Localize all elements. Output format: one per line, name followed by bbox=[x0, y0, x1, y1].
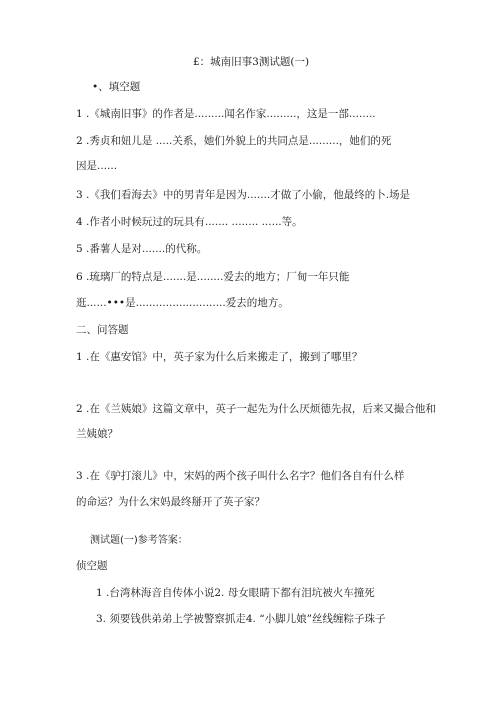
page-title: £：城南旧事3测试题(一) bbox=[193, 56, 310, 68]
question-5: 5 .番薯人是对.......的代称。 bbox=[76, 243, 208, 255]
question-4: 4 .作者小时候玩过的玩具有....... ........ ......等。 bbox=[76, 216, 303, 228]
qa-question-3-line-2: 的命运？为什么宋妈最终掰开了英子家？ bbox=[76, 496, 265, 508]
answers-heading: 测试题(一)参考答案： bbox=[90, 535, 188, 546]
question-2-line-1: 2 .秀贞和妞儿是 .....关系，她们外貌上的共同点是.........，她们的死 bbox=[76, 135, 392, 147]
answer-line-2: 3. 须要钱供弟弟上学被警察抓走4. “小脚儿娘”丝线缠粽子珠子 bbox=[96, 613, 386, 625]
qa-question-2-line-2: 兰姨娘？ bbox=[76, 428, 118, 440]
question-3: 3 .《我们看海去》中的男青年是因为.......才做了小偷，他最终的卜.场是 bbox=[76, 189, 411, 201]
qa-question-2-line-1: 2 .在《兰姨娘》这篇文章中，英子一起先为什么厌烦德先叔，后来又撮合他和 bbox=[76, 403, 436, 415]
qa-question-3-line-1: 3 .在《驴打滚儿》中，宋妈的两个孩子叫什么名字？他们各自有什么样 bbox=[76, 470, 405, 482]
question-2-line-2: 因是...... bbox=[76, 160, 118, 172]
answer-line-1: 1 .台湾林海音自传体小说2. 母女眼睛下都有泪坑被火车撞死 bbox=[96, 587, 375, 599]
question-1: 1 .《城南旧事》的作者是.........闻名作家.........，这是一部........ bbox=[76, 108, 376, 120]
section-heading-fill-blanks: •、填空题 bbox=[92, 81, 141, 93]
answers-subheading: 侦空题 bbox=[76, 560, 108, 572]
question-6-line-1: 6 .琉璃厂的特点是.......是........爱去的地方；厂甸一年只能 bbox=[76, 271, 350, 283]
qa-question-1: 1 .在《惠安馆》中，英子家为什么后来搬走了，搬到了哪里？ bbox=[76, 351, 363, 363]
question-6-line-2: 逛......•••是...........................爱去的地方。 bbox=[76, 297, 289, 309]
section-heading-qa: 二、问答题 bbox=[76, 324, 129, 336]
